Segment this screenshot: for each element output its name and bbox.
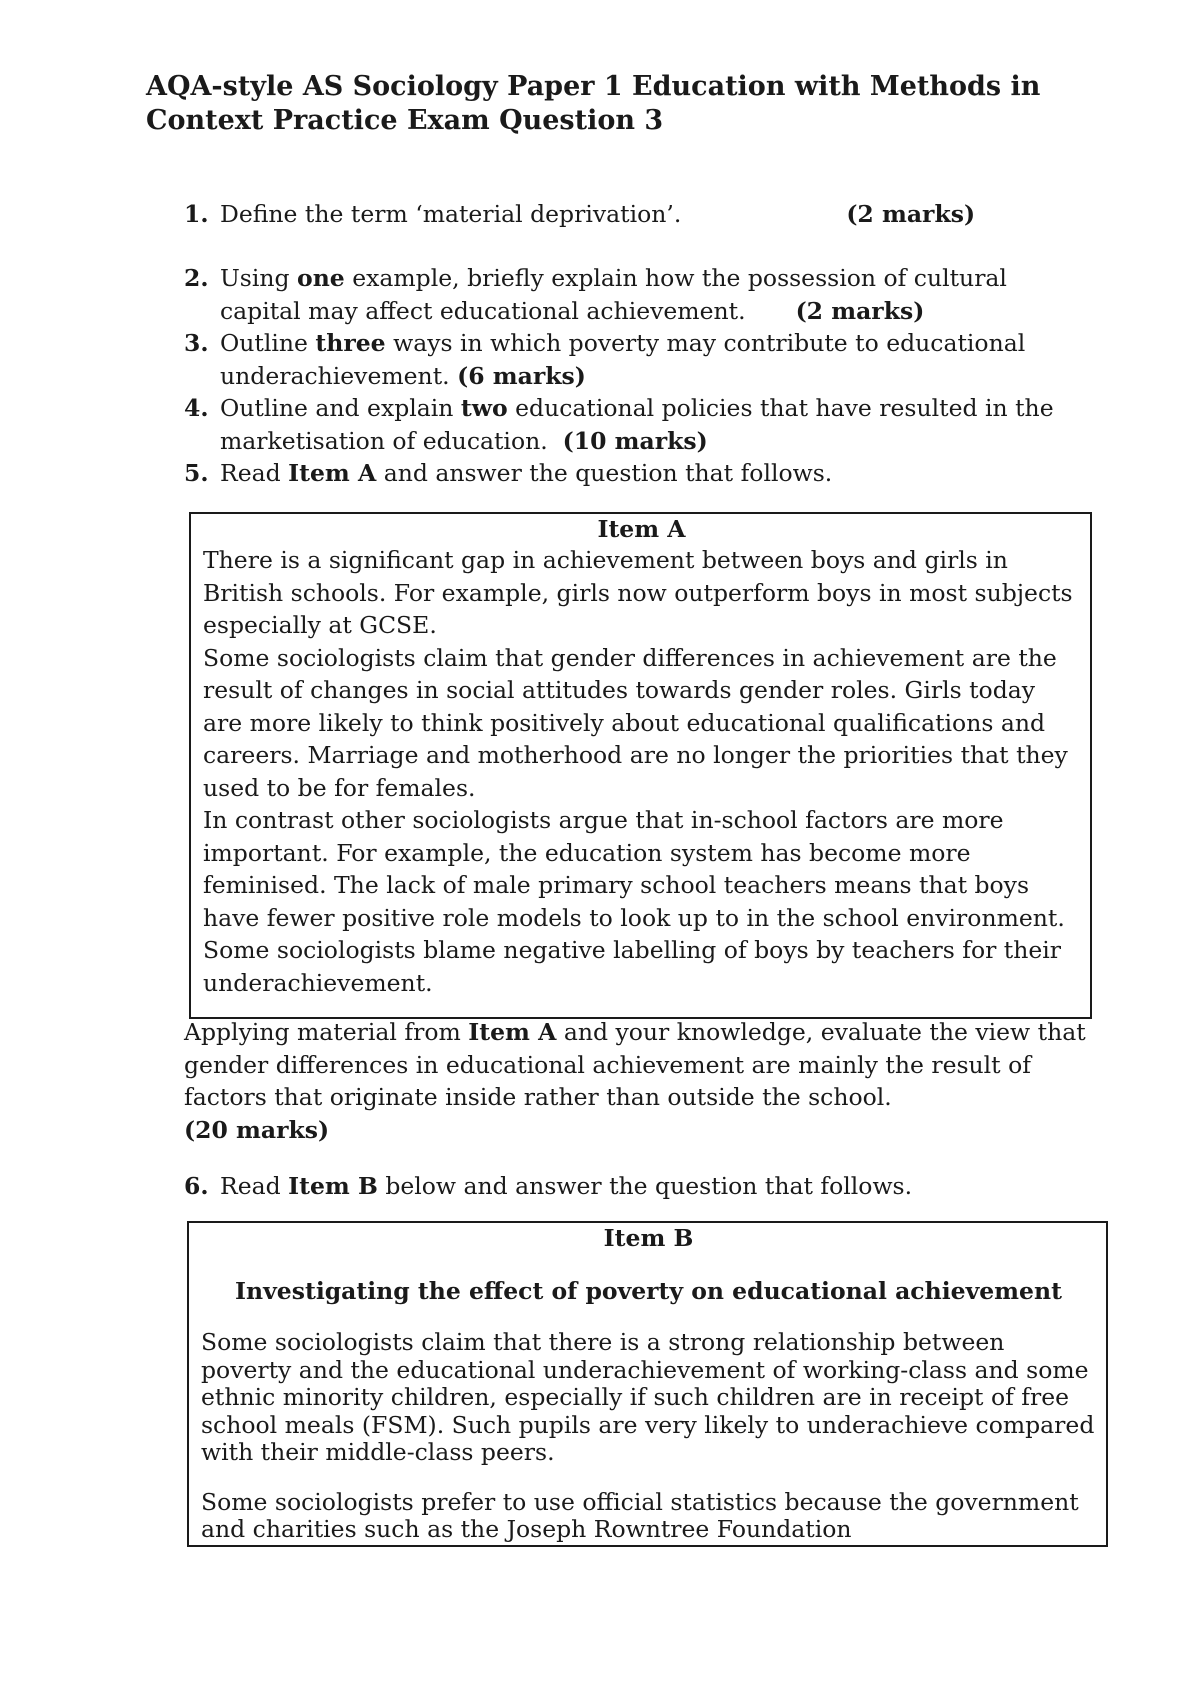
question-text: Outline three ways in which poverty may contribute to educational underachievement. (6 marks): [220, 329, 1026, 390]
question-number: 1.: [184, 200, 209, 228]
item-a-box: [189, 512, 1092, 1019]
question-text: Read Item B below and answer the question that follows.: [220, 1172, 913, 1200]
marks: (2 marks): [795, 296, 925, 325]
item-b-title: Item B: [603, 1224, 694, 1252]
marks: (2 marks): [846, 200, 976, 228]
question-text: Define the term ‘material deprivation’. (2 marks): [220, 200, 976, 228]
item-a-paragraph: In contrast other sociologists argue that in-school factors are more important. For example, the education system has become more feminised. The lack of male primary school teachers means that boys have fewer positive role models to look up to in the school environment. Some sociologists blame negative labelling of boys by teachers for their underachievement.: [203, 806, 1065, 997]
question-3: [184, 327, 1064, 392]
item-b-box: [187, 1221, 1108, 1547]
question-5-task: Applying material from Item A and your knowledge, evaluate the view that gender differences in educational achievement are mainly the result of factors that originate inside rather than outside the school. (20 marks): [184, 1018, 1086, 1144]
marks: (20 marks): [184, 1115, 330, 1144]
marks: (10 marks): [562, 426, 708, 455]
question-6: [184, 1170, 1064, 1203]
question-text: Outline and explain two educational policies that have resulted in the marketisation of education. (10 marks): [220, 394, 1054, 455]
question-number: 4.: [184, 394, 209, 422]
question-text: Read Item A and answer the question that follows.: [220, 459, 833, 487]
question-number: 2.: [184, 264, 209, 292]
question-4: [184, 392, 1064, 457]
item-a-title: Item A: [597, 515, 686, 543]
item-b-paragraph: Some sociologists claim that there is a strong relationship between poverty and the educational underachievement of working-class and some ethnic minority children, especially if such children are in receipt of free school meals (FSM). Such pupils are very likely to underachieve compared with their middle-class peers.: [201, 1328, 1095, 1466]
question-2: [184, 262, 1064, 327]
item-a-paragraph: There is a significant gap in achievement between boys and girls in British schools. For example, girls now outperform boys in most subjects especially at GCSE.: [203, 546, 1073, 639]
question-1: [184, 198, 1064, 231]
item-a-paragraph: Some sociologists claim that gender differences in achievement are the result of changes in social attitudes towards gender roles. Girls today are more likely to think positively about educational qualifications and careers. Marriage and motherhood are no longer the priorities that they used to be for females.: [203, 643, 1068, 802]
question-5: [184, 457, 1064, 490]
question-number: 3.: [184, 329, 209, 357]
page-title: AQA-style AS Sociology Paper 1 Education with Methods in Context Practice Exam Question 3: [146, 71, 1041, 136]
item-b-subtitle: Investigating the effect of poverty on educational achievement: [235, 1277, 1062, 1305]
question-number: 6.: [184, 1172, 209, 1200]
question-text: Using one example, briefly explain how the possession of cultural capital may affect educational achievement. (2 marks): [220, 264, 1007, 325]
question-number: 5.: [184, 459, 209, 487]
marks: (6 marks): [457, 361, 586, 390]
item-b-paragraph: Some sociologists prefer to use official statistics because the government and charities such as the Joseph Rowntree Foundation: [201, 1487, 1079, 1543]
